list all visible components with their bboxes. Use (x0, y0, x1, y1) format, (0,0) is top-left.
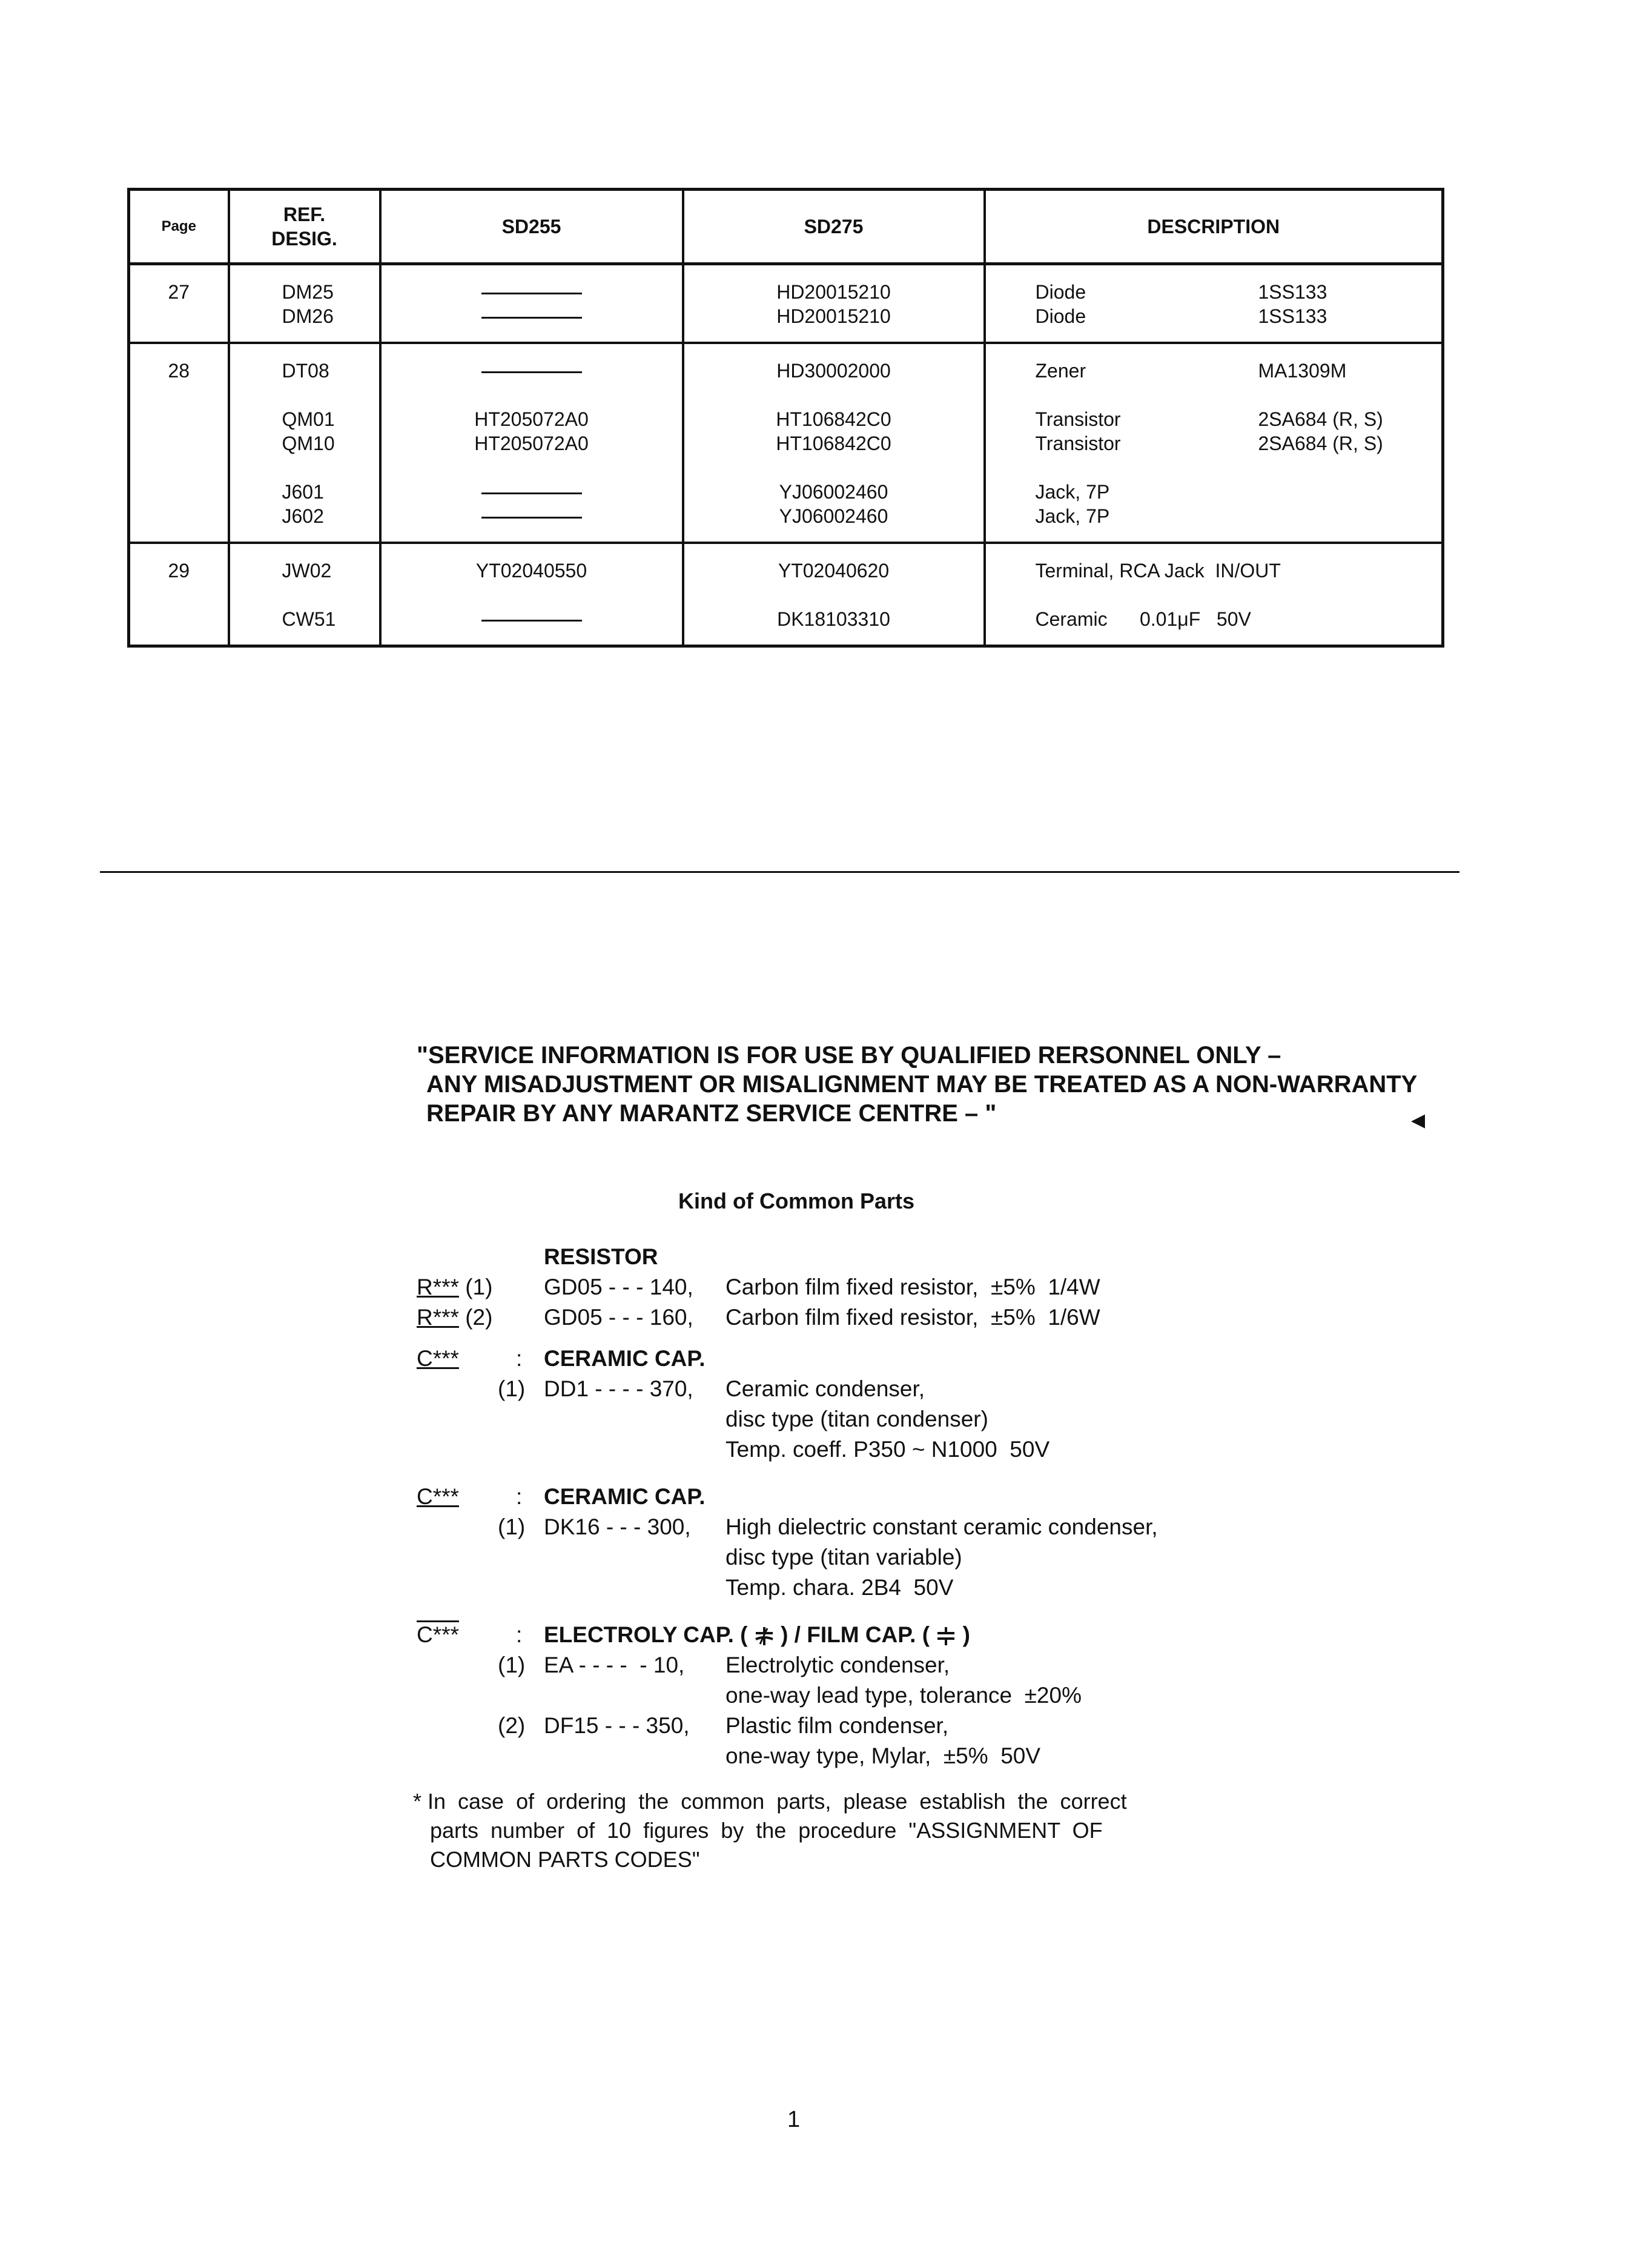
description-line (986, 304, 1442, 328)
part-description: one-way lead type, tolerance ±20% (725, 1683, 1082, 1708)
part-code: GD05 - - - 160, (544, 1305, 693, 1330)
heading-part: ) / FILM CAP. ( (781, 1622, 930, 1647)
item-number: (1) (498, 1653, 526, 1677)
table-group-28 (129, 343, 1443, 543)
part-number: YT02040620 (778, 560, 890, 582)
page-cell (129, 264, 229, 343)
item-number: (2) (465, 1305, 493, 1330)
colon: : (516, 1346, 523, 1371)
part-number: HT205072A0 (474, 408, 589, 430)
part-description: Temp. chara. 2B4 50V (725, 1575, 954, 1600)
ref-desig: J602 (282, 505, 324, 527)
description-text: Jack, 7P (1035, 481, 1110, 503)
part-description: disc type (titan condenser) (725, 1407, 988, 1431)
not-applicable-dash (382, 607, 682, 631)
description-text: Zener (1035, 360, 1086, 382)
ref-cell (229, 264, 380, 343)
page-number-cell: 28 (168, 360, 190, 382)
colon: : (516, 1622, 523, 1647)
sd275-cell (683, 343, 985, 543)
resistor-heading: RESISTOR (544, 1244, 658, 1269)
part-number: YT02040550 (475, 560, 587, 582)
part-description: Carbon film fixed resistor, ±5% 1/4W (725, 1275, 1100, 1299)
ref-cell (229, 343, 380, 543)
ceramic-cap-heading: CERAMIC CAP. (544, 1484, 706, 1509)
description-value: 2SA684 (R, S) (1258, 433, 1383, 454)
horizontal-rule (100, 871, 1459, 873)
service-notice (417, 1041, 1417, 1128)
capacitor-symbol (417, 1620, 459, 1650)
ref-desig: QM01 (282, 408, 335, 430)
description-text: Jack, 7P (1035, 505, 1110, 527)
resistor-code-symbol: R*** (417, 1275, 459, 1299)
ref-desig: QM10 (282, 433, 335, 454)
footnote (413, 1787, 1127, 1874)
description-text: Transistor (1035, 408, 1121, 430)
part-description: one-way type, Mylar, ±5% 50V (725, 1743, 1041, 1768)
sd275-cell (683, 543, 985, 646)
margin-arrow-mark: ◀ (1411, 1110, 1426, 1130)
part-description: Electrolytic condenser, (725, 1653, 950, 1677)
part-description: Ceramic condenser, (725, 1376, 925, 1401)
part-description: High dielectric constant ceramic condenser, (725, 1514, 1158, 1539)
description-text: Ceramic 0.01μF 50V (1035, 608, 1251, 630)
ceramic-cap-heading: CERAMIC CAP. (544, 1346, 706, 1371)
page-cell (129, 543, 229, 646)
sd255-cell (380, 543, 683, 646)
not-applicable-dash (382, 504, 682, 528)
part-number: HT106842C0 (776, 408, 891, 430)
item-number: (1) (465, 1275, 493, 1299)
part-description: Carbon film fixed resistor, ±5% 1/6W (725, 1305, 1100, 1330)
description-text: Terminal, RCA Jack IN/OUT (1035, 560, 1281, 582)
page-number: 1 (787, 2107, 801, 2132)
part-description: disc type (titan variable) (725, 1545, 962, 1570)
capacitor-code-symbol: C*** (417, 1346, 459, 1371)
sd255-cell (380, 343, 683, 543)
table-header-row (129, 190, 1443, 264)
description-value: MA1309M (1258, 360, 1347, 382)
capacitor-symbol (417, 1344, 459, 1374)
part-code: GD05 - - - 140, (544, 1275, 693, 1299)
sd275-cell (683, 264, 985, 343)
part-description: Temp. coeff. P350 ~ N1000 50V (725, 1437, 1050, 1462)
description-line (986, 480, 1442, 504)
description-line (986, 504, 1442, 528)
ref-desig: JW02 (282, 560, 332, 582)
not-applicable-dash (382, 480, 682, 504)
description-value: 1SS133 (1258, 305, 1327, 327)
description-line (986, 407, 1442, 431)
description-line (986, 607, 1442, 631)
part-number: HD20015210 (776, 305, 891, 327)
part-number: DK18103310 (777, 608, 890, 630)
header-ref-line1: REF. (283, 204, 326, 225)
ref-desig: CW51 (282, 608, 336, 630)
polarized-capacitor-icon (754, 1627, 775, 1645)
part-code: DD1 - - - - 370, (544, 1376, 693, 1401)
capacitor-symbol (417, 1482, 459, 1512)
description-cell (985, 543, 1443, 646)
ref-desig: J601 (282, 481, 324, 503)
description-text: Transistor (1035, 433, 1121, 454)
colon: : (516, 1484, 523, 1509)
notice-line: "SERVICE INFORMATION IS FOR USE BY QUALIFIED RERSONNEL ONLY – (417, 1042, 1281, 1069)
heading-part: ELECTROLY CAP. ( (544, 1622, 748, 1647)
header-page: Page (129, 190, 229, 264)
notice-line: ANY MISADJUSTMENT OR MISALIGNMENT MAY BE TREATED AS A NON-WARRANTY (426, 1071, 1418, 1098)
description-value: 1SS133 (1258, 281, 1327, 303)
ref-cell (229, 543, 380, 646)
parts-table (127, 188, 1444, 648)
resistor-code-symbol: R*** (417, 1305, 459, 1330)
notice-line: REPAIR BY ANY MARANTZ SERVICE CENTRE – " (426, 1100, 997, 1127)
capacitor-code-symbol: C*** (417, 1622, 459, 1647)
description-line (986, 559, 1442, 583)
header-description: DESCRIPTION (985, 190, 1443, 264)
not-applicable-dash (382, 280, 682, 304)
page-number-cell: 27 (168, 281, 190, 303)
table-group-27 (129, 264, 1443, 343)
part-number: YJ06002460 (779, 505, 888, 527)
footnote-line: COMMON PARTS CODES" (430, 1847, 700, 1872)
capacitor-code-symbol: C*** (417, 1484, 459, 1509)
header-ref-line2: DESIG. (271, 228, 337, 250)
common-parts-title: Kind of Common Parts (678, 1189, 915, 1213)
resistor-symbol (417, 1272, 492, 1302)
ref-desig: DM25 (282, 281, 334, 303)
description-value: 2SA684 (R, S) (1258, 408, 1383, 430)
description-cell (985, 343, 1443, 543)
part-number: HT106842C0 (776, 433, 891, 454)
sd255-cell (380, 264, 683, 343)
part-number: YJ06002460 (779, 481, 888, 503)
description-cell (985, 264, 1443, 343)
header-ref-desig (229, 190, 380, 264)
header-sd255: SD255 (380, 190, 683, 264)
part-number: HD20015210 (776, 281, 891, 303)
description-text: Diode (1035, 281, 1086, 303)
table-group-29 (129, 543, 1443, 646)
page-cell (129, 343, 229, 543)
ref-desig: DT08 (282, 360, 329, 382)
part-code: DF15 - - - 350, (544, 1713, 690, 1738)
resistor-symbol (417, 1302, 492, 1333)
description-line (986, 280, 1442, 304)
footnote-line: parts number of 10 figures by the procedure "ASSIGNMENT OF (430, 1818, 1103, 1843)
heading-part: ) (962, 1622, 970, 1647)
part-code: DK16 - - - 300, (544, 1514, 691, 1539)
part-code: EA - - - - - 10, (544, 1653, 685, 1677)
part-number: HT205072A0 (474, 433, 589, 454)
item-number: (1) (498, 1514, 526, 1539)
description-line (986, 431, 1442, 456)
electroly-film-cap-heading (544, 1620, 970, 1650)
film-capacitor-icon (936, 1627, 956, 1645)
not-applicable-dash (382, 359, 682, 383)
page-number-cell: 29 (168, 560, 190, 582)
part-description: Plastic film condenser, (725, 1713, 949, 1738)
item-number: (1) (498, 1376, 526, 1401)
footnote-line: * In case of ordering the common parts, please establish the correct (413, 1789, 1127, 1814)
description-text: Diode (1035, 305, 1086, 327)
item-number: (2) (498, 1713, 526, 1738)
part-number: HD30002000 (776, 360, 891, 382)
not-applicable-dash (382, 304, 682, 328)
description-line (986, 359, 1442, 383)
header-sd275: SD275 (683, 190, 985, 264)
ref-desig: DM26 (282, 305, 334, 327)
